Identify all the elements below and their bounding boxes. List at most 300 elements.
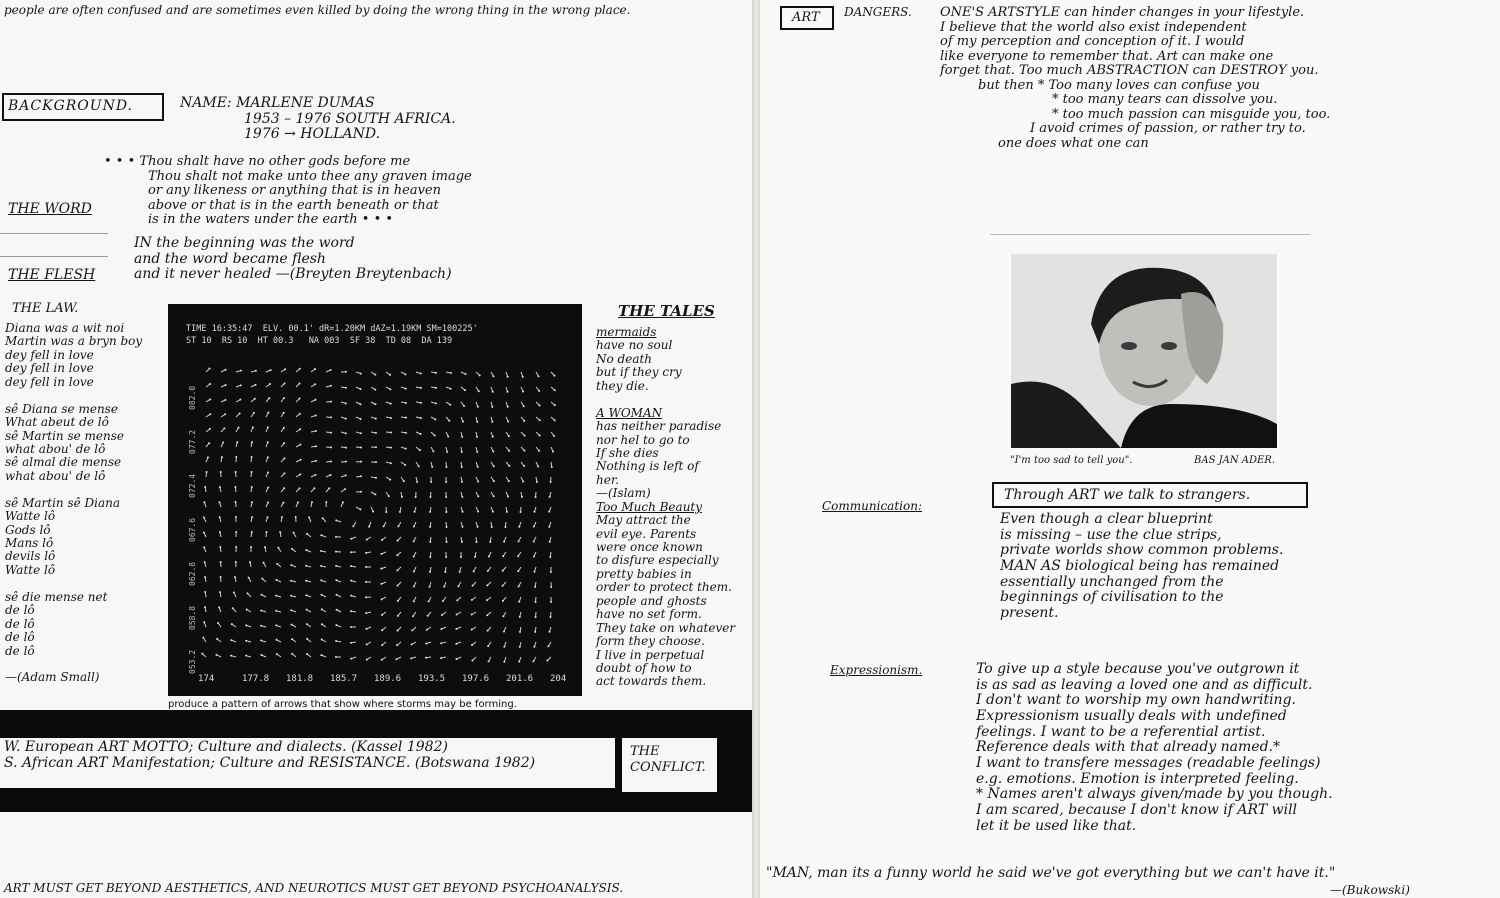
radar-arrow-head xyxy=(430,481,432,483)
communication-box-text: Through ART we talk to strangers. xyxy=(1004,487,1251,503)
radar-arrow-head xyxy=(475,541,477,543)
dangers-line: forget that. Too much ABSTRACTION can DESTROY you. xyxy=(940,63,1319,79)
radar-arrow-head xyxy=(434,418,436,420)
radar-arrow-head xyxy=(231,623,233,625)
radar-arrow-head xyxy=(502,600,504,602)
radar-arrow-head xyxy=(554,389,556,391)
radar-arrow-head xyxy=(549,556,551,558)
radar-arrow-head xyxy=(503,541,505,543)
radar-arrow-head xyxy=(350,551,352,553)
radar-arrow-head xyxy=(375,418,377,420)
radar-arrow-head xyxy=(381,539,383,541)
radar-arrow-head xyxy=(224,413,226,415)
radar-arrow-head xyxy=(405,388,407,390)
radar-arrow-head xyxy=(219,501,221,503)
radar-arrow-head xyxy=(405,448,407,450)
top-line: people are often confused and are sometimes even killed by doing the wrong thing in the wrong place. xyxy=(4,3,631,17)
radar-arrow-head xyxy=(503,646,505,648)
expressionism-line: let it be used like that. xyxy=(976,817,1137,834)
radar-arrow-head xyxy=(375,432,377,434)
radar-arrow-head xyxy=(299,459,301,461)
radar-arrow-head xyxy=(536,481,538,483)
radar-arrow-head xyxy=(414,511,416,513)
radar-arrow-head xyxy=(330,460,332,462)
radar-arrow-head xyxy=(275,624,277,626)
tales-line: has neither paradise xyxy=(596,419,722,434)
radar-arrow-head xyxy=(401,496,403,498)
radar-arrow-head xyxy=(476,451,478,453)
communication-line: is missing – use the clue strips, xyxy=(1000,526,1222,543)
radar-arrow-head xyxy=(209,398,211,400)
radar-arrow-head xyxy=(522,376,524,378)
radar-arrow-head xyxy=(330,416,332,418)
radar-arrow-head xyxy=(366,659,368,661)
radar-arrow-head xyxy=(299,397,301,399)
radar-arrow-head xyxy=(234,486,236,488)
radar-arrow-head xyxy=(488,556,490,558)
radar-arrow-head xyxy=(374,403,376,405)
radar-arrow-head xyxy=(209,428,211,430)
radar-arrow-head xyxy=(551,466,553,468)
radar-arrow-head xyxy=(491,406,493,408)
radar-arrow-head xyxy=(299,382,301,384)
radar-arrow-head xyxy=(533,646,535,648)
radar-arrow-head xyxy=(292,532,294,534)
radar-arrow-head xyxy=(552,451,554,453)
radar-arrow-head xyxy=(204,591,206,593)
radar-arrow-head xyxy=(260,640,262,642)
law-line: devils lô xyxy=(5,549,56,564)
law-line: dey fell in love xyxy=(5,374,94,389)
tales-line: people and ghosts xyxy=(596,593,707,608)
radar-arrow-head xyxy=(314,383,316,385)
radar-arrow-head xyxy=(429,541,431,543)
radar-arrow-head xyxy=(508,465,510,467)
radar-arrow-head xyxy=(305,580,307,582)
expressionism-line: I want to transfere messages (readable feelings) xyxy=(976,755,1321,772)
radar-arrow-head xyxy=(345,418,347,420)
bottom-quote: "MAN, man its a funny world he said we've got everything but we can't have it." xyxy=(766,865,1336,881)
radar-arrow-head xyxy=(360,373,362,375)
radar-arrow-head xyxy=(435,402,437,404)
radar-arrow-head xyxy=(321,638,323,640)
radar-arrow-head xyxy=(330,446,332,448)
radar-arrow-head xyxy=(335,551,337,553)
radar-arrow-head xyxy=(440,642,442,644)
radar-y-tick: 077.2 xyxy=(188,429,197,454)
radar-arrow-head xyxy=(335,579,337,581)
radar-arrow-head xyxy=(413,571,415,573)
radar-arrow-head xyxy=(534,631,536,633)
radar-arrow-head xyxy=(217,622,219,624)
law-line: Diana was a wit noi xyxy=(5,321,125,335)
radar-arrow-head xyxy=(268,397,270,399)
radar-arrow-head xyxy=(538,390,540,392)
radar-arrow-head xyxy=(335,624,337,626)
law-line: dey fell in love xyxy=(5,347,94,362)
radar-y-tick: 082.0 xyxy=(188,385,197,410)
divider xyxy=(0,256,108,257)
radar-arrow-head xyxy=(251,456,253,458)
radar-arrow-head xyxy=(250,546,252,548)
radar-arrow-head xyxy=(383,525,385,527)
radar-header-line: ST 10 RS 10 HT 00.3 NA 003 SF 38 TD 08 DA 139 xyxy=(186,335,453,346)
radar-arrow-head xyxy=(306,653,308,655)
radar-arrow-head xyxy=(456,613,458,615)
law-line: sê Martin se mense xyxy=(5,428,124,443)
radar-arrow-head xyxy=(201,653,203,655)
expressionism-line: * Names aren't always given/made by you though. xyxy=(976,786,1333,803)
radar-arrow-head xyxy=(389,479,391,481)
radar-arrow-field xyxy=(198,364,558,666)
radar-arrow-head xyxy=(390,403,392,405)
radar-arrow-head xyxy=(445,511,447,513)
radar-arrow-head xyxy=(235,546,237,548)
radar-arrow-head xyxy=(518,661,520,663)
law-line xyxy=(5,389,142,402)
divider xyxy=(0,233,108,234)
dangers-line: * too many tears can dissolve you. xyxy=(1052,92,1278,108)
radar-arrow-head xyxy=(460,556,462,558)
radar-arrow-head xyxy=(375,461,377,463)
radar-arrow-head xyxy=(429,526,431,528)
expressionism-line: I don't want to worship my own handwriting. xyxy=(976,692,1296,709)
radar-arrow-head xyxy=(360,461,362,463)
radar-arrow-head xyxy=(262,562,264,564)
radar-arrow-head xyxy=(266,516,268,518)
radar-image xyxy=(168,304,582,696)
radar-arrow-head xyxy=(533,511,535,513)
radar-arrow-head xyxy=(330,474,332,476)
expressionism-line: Reference deals with that already named.* xyxy=(976,739,1280,756)
radar-arrow-head xyxy=(477,406,479,408)
radar-arrow-head xyxy=(335,656,337,658)
tales-line: nor hel to go to xyxy=(596,432,690,447)
radar-arrow-head xyxy=(330,401,332,403)
communication-line: present. xyxy=(1000,605,1059,622)
radar-arrow-head xyxy=(283,412,285,414)
radar-arrow-head xyxy=(277,547,279,549)
radar-arrow-head xyxy=(225,384,227,386)
radar-arrow-head xyxy=(425,643,427,645)
radar-arrow-head xyxy=(380,553,382,555)
radar-arrow-head xyxy=(279,531,281,533)
radar-arrow-head xyxy=(218,606,220,608)
radar-arrow-head xyxy=(220,471,222,473)
radar-arrow-head xyxy=(429,511,431,513)
radar-arrow-head xyxy=(203,546,205,548)
radar-arrow-head xyxy=(291,548,293,550)
radar-arrow-head xyxy=(267,412,269,414)
tales-line: form they choose. xyxy=(596,634,705,649)
commandment-line: is in the waters under the earth • • • xyxy=(148,212,394,228)
radar-arrow-head xyxy=(478,390,480,392)
radar-arrow-head xyxy=(299,444,301,446)
tales-line: Too Much Beauty xyxy=(596,499,703,514)
expressionism-line: is as sad as leaving a loved one and as difficult. xyxy=(976,676,1313,693)
radar-arrow-head xyxy=(444,571,446,573)
radar-arrow-head xyxy=(427,615,429,617)
motto-line: W. European ART MOTTO; Culture and dialects. (Kassel 1982) xyxy=(4,739,448,755)
communication-line: private worlds show common problems. xyxy=(1000,542,1284,559)
radar-x-tick: 193.5 xyxy=(418,674,446,684)
the-law-label: THE LAW. xyxy=(12,301,79,316)
radar-arrow-head xyxy=(519,631,521,633)
radar-arrow-head xyxy=(203,531,205,533)
radar-arrow-head xyxy=(518,540,520,542)
radar-arrow-head xyxy=(471,614,473,616)
radar-arrow-head xyxy=(477,466,479,468)
word-line: and the word became flesh xyxy=(134,250,326,267)
name-block xyxy=(180,96,456,143)
radar-arrow-head xyxy=(345,461,347,463)
radar-arrow-head xyxy=(523,465,525,467)
expressionism-line: Expressionism usually deals with undefined xyxy=(976,708,1287,725)
radar-arrow-head xyxy=(267,501,269,503)
radar-arrow-head xyxy=(522,480,524,482)
photo-caption-left: "I'm too sad to tell you". xyxy=(1010,455,1133,466)
radar-arrow-head xyxy=(350,642,352,644)
radar-arrow-head xyxy=(251,531,253,533)
law-line: What abeut de lô xyxy=(5,415,109,430)
radar-arrow-head xyxy=(261,578,263,580)
radar-arrow-head xyxy=(350,580,352,582)
radar-arrow-head xyxy=(390,462,392,464)
conflict-label: THE CONFLICT. xyxy=(630,744,706,775)
radar-arrow-head xyxy=(380,583,382,585)
radar-arrow-head xyxy=(235,531,237,533)
radar-y-tick: 067.6 xyxy=(188,517,197,542)
radar-arrow-head xyxy=(283,457,285,459)
radar-arrow-head xyxy=(554,404,556,406)
radar-arrow-head xyxy=(471,599,473,601)
radar-arrow-head xyxy=(518,526,520,528)
radar-arrow-head xyxy=(413,555,415,557)
radar-arrow-head xyxy=(264,546,266,548)
art-label: ART xyxy=(792,10,820,25)
radar-x-tick: 185.7 xyxy=(330,674,358,684)
radar-arrow-head xyxy=(539,419,541,421)
bottom-attribution: —(Bukowski) xyxy=(1330,883,1410,897)
radar-arrow-head xyxy=(537,466,539,468)
radar-arrow-head xyxy=(413,540,415,542)
radar-arrow-head xyxy=(290,609,292,611)
radar-arrow-head xyxy=(413,526,415,528)
radar-arrow-head xyxy=(420,417,422,419)
radar-arrow-head xyxy=(306,533,308,535)
radar-arrow-head xyxy=(431,466,433,468)
radar-x-tick: 197.6 xyxy=(462,674,490,684)
radar-arrow-head xyxy=(330,385,332,387)
radar-arrow-head xyxy=(397,540,399,542)
radar-arrow-head xyxy=(315,430,317,432)
radar-arrow-head xyxy=(359,403,361,405)
tales-line: I live in perpetual xyxy=(596,647,705,662)
radar-arrow-head xyxy=(461,496,463,498)
radar-arrow-head xyxy=(215,654,217,656)
radar-arrow-head xyxy=(534,601,536,603)
radar-arrow-head xyxy=(315,460,317,462)
radar-header-line: TIME 16:35:47 ELV. 00.1' dR=1.20KM dAZ=1.19KM SM=100225' xyxy=(186,324,478,334)
radar-x-tick: 189.6 xyxy=(374,674,402,684)
radar-arrow-head xyxy=(506,391,508,393)
radar-arrow-head xyxy=(415,496,417,498)
tales-line: evil eye. Parents xyxy=(596,526,697,541)
radar-arrow-head xyxy=(492,436,494,438)
radar-arrow-head xyxy=(306,623,308,625)
radar-arrow-head xyxy=(219,516,221,518)
radar-arrow-head xyxy=(549,541,551,543)
radar-arrow-head xyxy=(488,660,490,662)
radar-arrow-head xyxy=(365,628,367,630)
radar-arrow-head xyxy=(345,371,347,373)
radar-arrow-head xyxy=(283,487,285,489)
radar-arrow-head xyxy=(548,511,550,513)
radar-arrow-head xyxy=(445,496,447,498)
radar-arrow-head xyxy=(203,516,205,518)
tales-line: her. xyxy=(596,472,620,487)
background-box xyxy=(2,93,164,121)
law-line: sê die mense net xyxy=(5,589,108,604)
radar-arrow-head xyxy=(209,413,211,415)
radar-arrow-head xyxy=(474,556,476,558)
communication-box xyxy=(992,482,1308,508)
radar-arrow-head xyxy=(435,372,437,374)
radar-arrow-head xyxy=(360,475,362,477)
radar-arrow-head xyxy=(486,614,488,616)
dangers-line: one does what one can xyxy=(998,135,1149,151)
radar-arrow-head xyxy=(492,511,494,513)
radar-arrow-head xyxy=(476,421,478,423)
radar-arrow-head xyxy=(533,540,535,542)
radar-arrow-head xyxy=(503,631,505,633)
radar-arrow-head xyxy=(477,511,479,513)
radar-arrow-head xyxy=(533,556,535,558)
law-line: dey fell in love xyxy=(5,361,94,376)
bottom-line: ART MUST GET BEYOND AESTHETICS, AND NEUROTICS MUST GET BEYOND PSYCHOANALYSIS. xyxy=(4,881,624,895)
radar-arrow-head xyxy=(397,615,399,617)
radar-arrow-head xyxy=(455,628,457,630)
radar-arrow-head xyxy=(299,473,301,475)
radar-arrow-head xyxy=(491,526,493,528)
radar-arrow-head xyxy=(462,421,464,423)
radar-arrow-head xyxy=(374,374,376,376)
radar-arrow-head xyxy=(428,600,430,602)
radar-arrow-head xyxy=(445,481,447,483)
radar-arrow-head xyxy=(455,658,457,660)
tales-line: they die. xyxy=(596,378,649,393)
radar-arrow-head xyxy=(554,419,556,421)
radar-arrow-head xyxy=(405,432,407,434)
tales-line: were once known xyxy=(596,540,703,554)
radar-arrow-head xyxy=(235,456,237,458)
radar-arrow-head xyxy=(463,405,465,407)
portrait-image xyxy=(1011,254,1277,448)
photo-caption-right: BAS JAN ADER. xyxy=(1194,455,1276,466)
radar-arrow-head xyxy=(532,660,534,662)
radar-arrow-head xyxy=(508,450,510,452)
radar-arrow-head xyxy=(502,615,504,617)
radar-arrow-head xyxy=(255,370,257,372)
radar-arrow-head xyxy=(420,433,422,435)
radar-arrow-head xyxy=(235,471,237,473)
the-word-label: THE WORD xyxy=(8,201,92,217)
radar-arrow-head xyxy=(492,375,494,377)
radar-arrow-head xyxy=(413,586,415,588)
radar-arrow-head xyxy=(281,516,283,518)
radar-arrow-head xyxy=(523,420,525,422)
radar-arrow-head xyxy=(360,388,362,390)
tales-line: If she dies xyxy=(596,445,659,460)
radar-arrow-head xyxy=(390,447,392,449)
radar-arrow-head xyxy=(471,644,473,646)
radar-arrow-head xyxy=(420,402,422,404)
radar-arrow-head xyxy=(492,450,494,452)
radar-arrow-head xyxy=(235,561,237,563)
radar-arrow-head xyxy=(491,421,493,423)
radar-arrow-head xyxy=(219,546,221,548)
radar-arrow-head xyxy=(477,526,479,528)
radar-arrow-head xyxy=(221,456,223,458)
radar-arrow-head xyxy=(246,592,248,594)
radar-arrow-head xyxy=(465,373,467,375)
radar-arrow-head xyxy=(204,576,206,578)
radar-arrow-head xyxy=(269,383,271,385)
radar-arrow-head xyxy=(345,447,347,449)
radar-arrow-head xyxy=(252,426,254,428)
radar-arrow-head xyxy=(440,657,442,659)
radar-arrow-head xyxy=(426,629,428,631)
radar-arrow-head xyxy=(267,487,269,489)
radar-arrow-head xyxy=(224,399,226,401)
dangers-label: DANGERS. xyxy=(844,5,912,19)
radar-arrow-head xyxy=(365,612,367,614)
radar-arrow-head xyxy=(320,654,322,656)
radar-arrow-head xyxy=(472,585,474,587)
radar-arrow-head xyxy=(330,432,332,434)
radar-arrow-head xyxy=(320,534,322,536)
radar-arrow-head xyxy=(502,555,504,557)
radar-arrow-head xyxy=(239,399,241,401)
radar-arrow-head xyxy=(385,511,387,513)
law-line: Watte lô xyxy=(5,509,56,524)
radar-arrow-head xyxy=(283,472,285,474)
radar-arrow-head xyxy=(261,594,263,596)
radar-arrow-head xyxy=(416,481,418,483)
radar-arrow-head xyxy=(204,561,206,563)
radar-arrow-head xyxy=(209,383,211,385)
radar-arrow-head xyxy=(251,471,253,473)
radar-arrow-head xyxy=(397,585,399,587)
radar-arrow-head xyxy=(245,640,247,642)
radar-arrow-head xyxy=(522,391,524,393)
radar-arrow-head xyxy=(224,369,226,371)
radar-arrow-head xyxy=(389,374,391,376)
divider xyxy=(990,234,1310,235)
radar-arrow-head xyxy=(236,441,238,443)
commandment-line: above or that is in the earth beneath or that xyxy=(148,197,439,213)
radar-arrow-head xyxy=(284,382,286,384)
radar-arrow-head xyxy=(230,655,232,657)
radar-arrow-head xyxy=(314,399,316,401)
radar-arrow-head xyxy=(350,610,352,612)
radar-arrow-head xyxy=(365,566,367,568)
radar-arrow-head xyxy=(270,369,272,371)
radar-arrow-head xyxy=(276,639,278,641)
law-block xyxy=(5,322,142,685)
radar-arrow-head xyxy=(350,658,352,660)
radar-arrow-head xyxy=(366,539,368,541)
